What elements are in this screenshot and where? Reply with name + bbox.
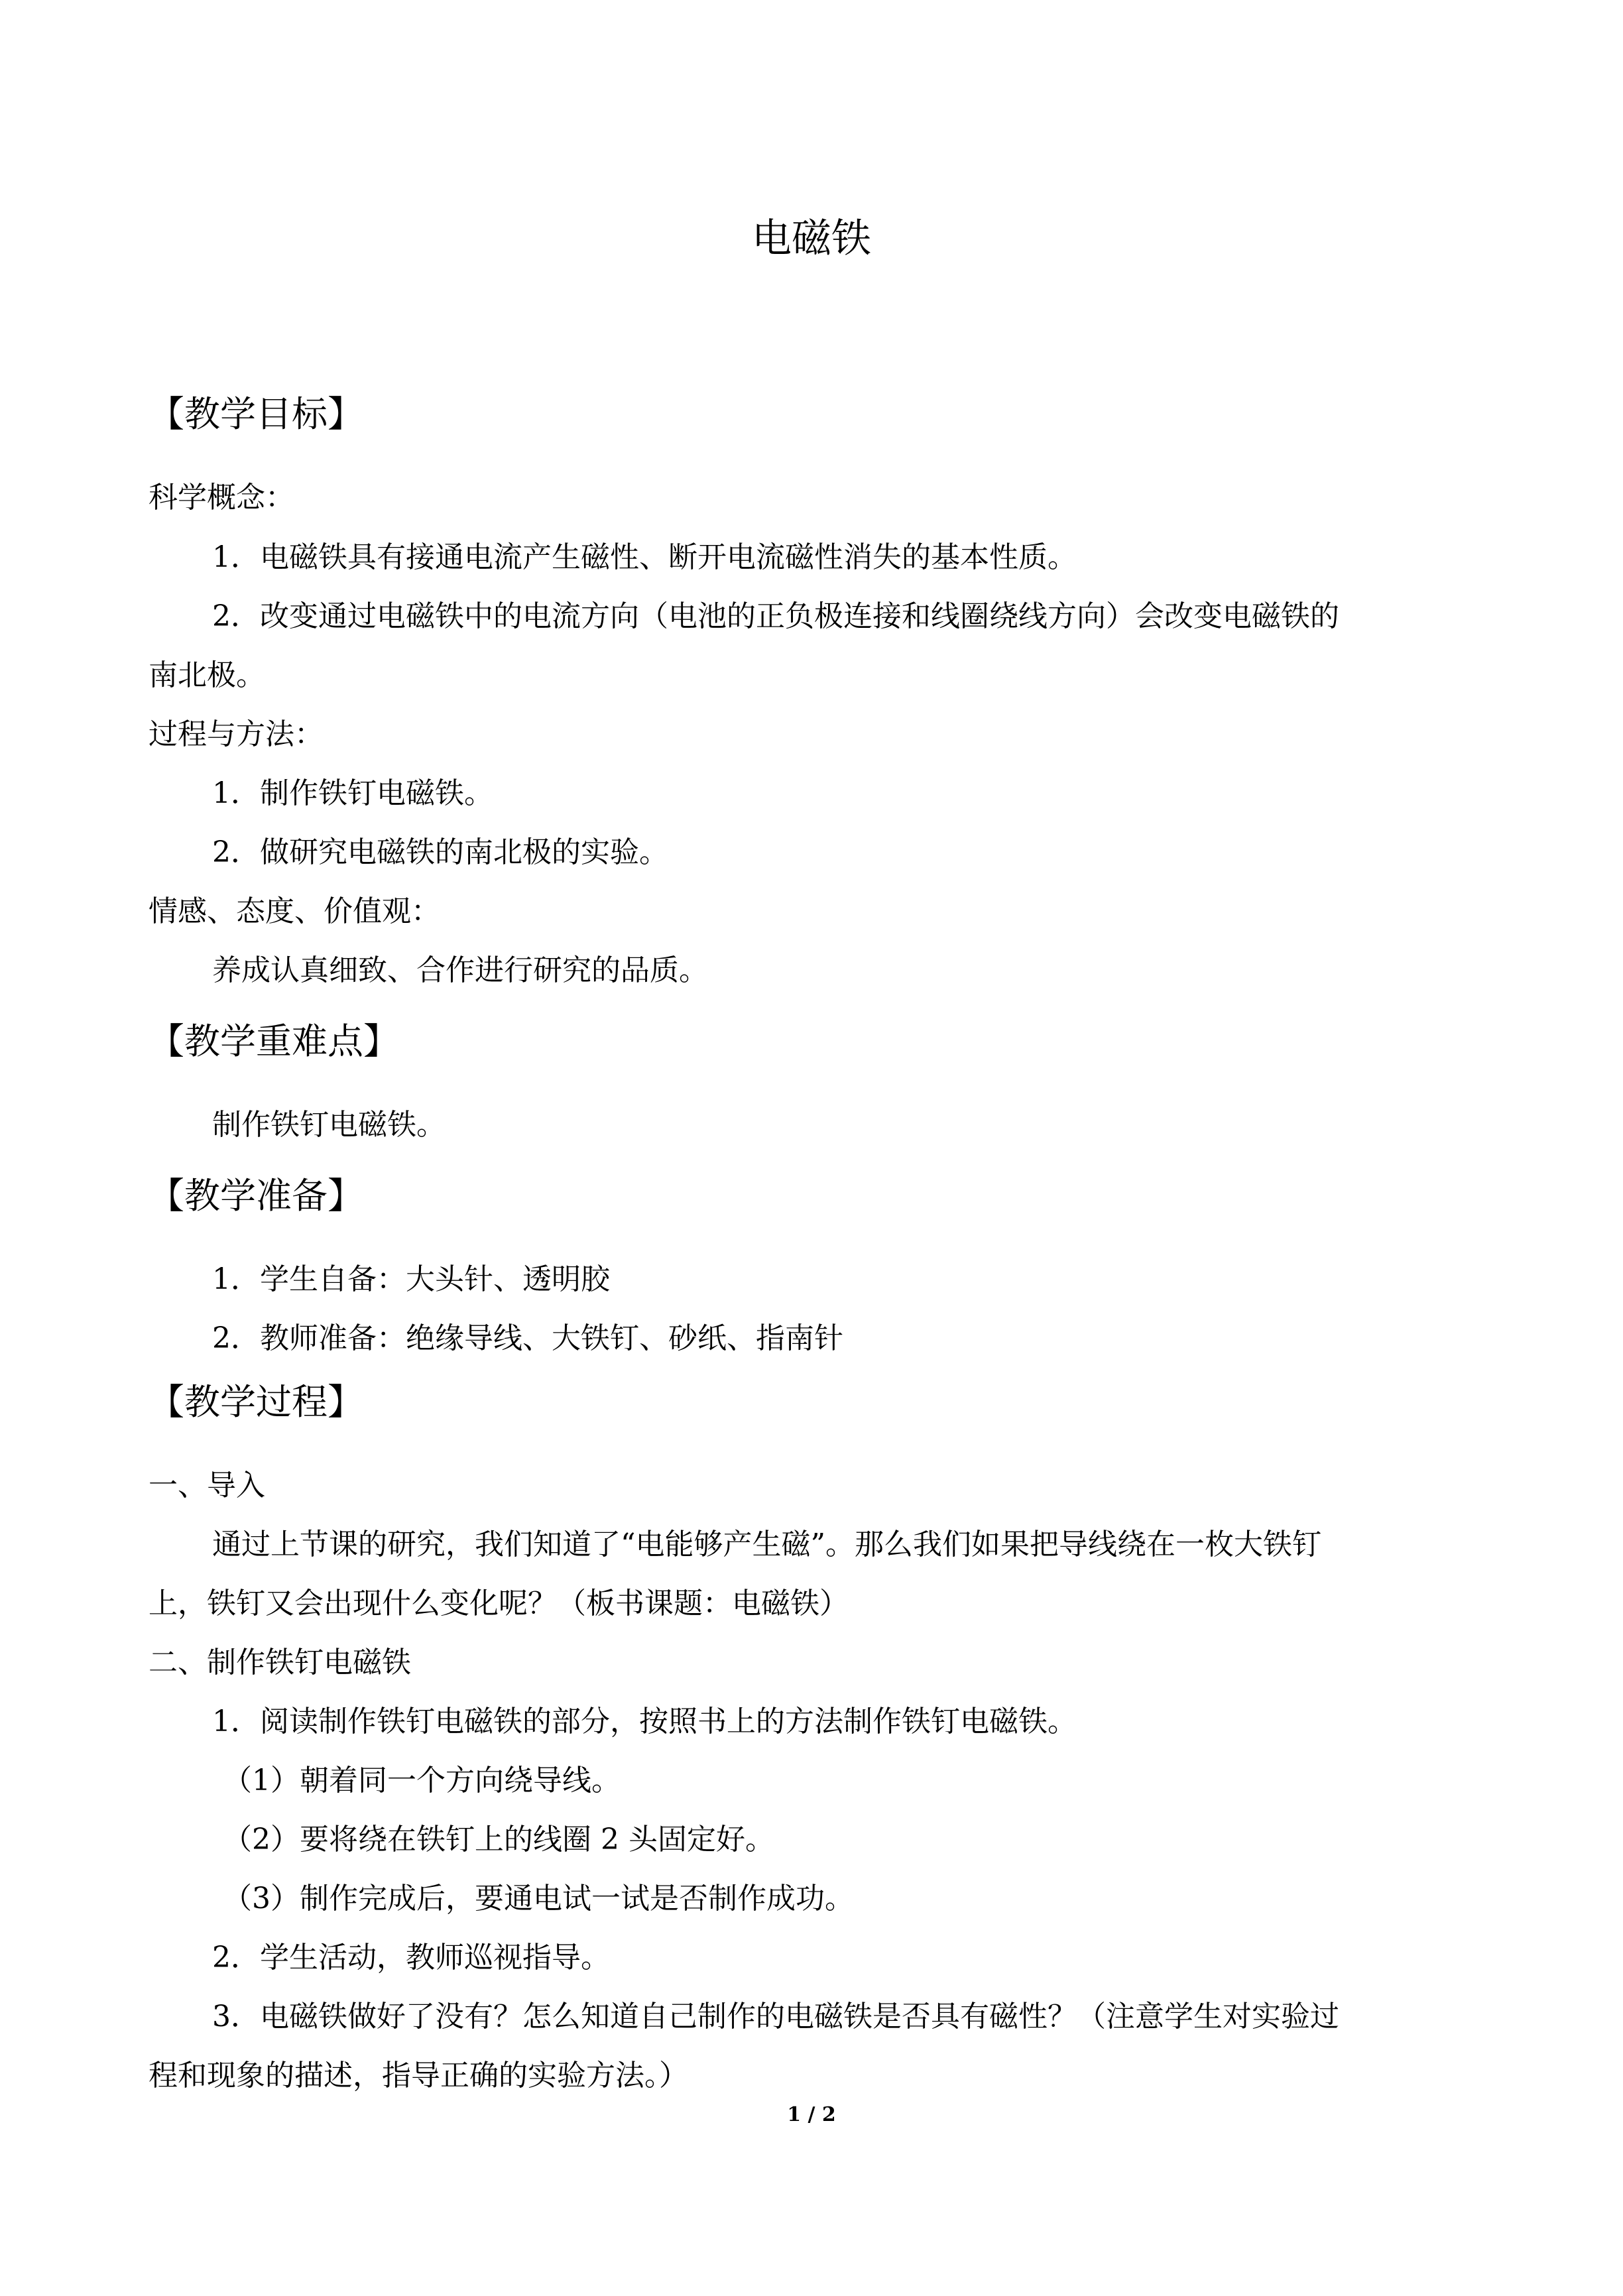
attitude-item-1: 养成认真细致、合作进行研究的品质。: [212, 953, 708, 987]
section-heading-preparation: 【教学准备】: [149, 1175, 363, 1217]
process-item-1: 1．制作铁钉电磁铁。: [212, 776, 493, 810]
procedure-part-2-step-3-line-2: 程和现象的描述，指导正确的实验方法。）: [149, 2059, 688, 2092]
section-heading-objectives: 【教学目标】: [149, 393, 363, 435]
preparation-item-1: 1．学生自备：大头针、透明胶: [212, 1262, 610, 1296]
process-item-2: 2．做研究电磁铁的南北极的实验。: [212, 835, 668, 869]
procedure-part-2-sub-1: （1）朝着同一个方向绕导线。: [223, 1764, 621, 1797]
procedure-part-2-label: 二、制作铁钉电磁铁: [149, 1646, 411, 1679]
procedure-part-2-sub-3: （3）制作完成后，要通电试一试是否制作成功。: [223, 1882, 854, 1915]
page-number: 1 / 2: [787, 2103, 836, 2126]
section-heading-procedure: 【教学过程】: [149, 1381, 363, 1423]
concept-item-1: 1．电磁铁具有接通电流产生磁性、断开电流磁性消失的基本性质。: [212, 540, 1077, 574]
procedure-part-1-line-1: 通过上节课的研究，我们知道了“电能够产生磁”。那么我们如果把导线绕在一枚大铁钉: [212, 1528, 1321, 1561]
attitude-label: 情感、态度、价值观：: [149, 894, 440, 928]
procedure-part-1-label: 一、导入: [149, 1469, 265, 1502]
procedure-part-2-step-1: 1．阅读制作铁钉电磁铁的部分，按照书上的方法制作铁钉电磁铁。: [212, 1705, 1077, 1738]
process-label: 过程与方法：: [149, 717, 324, 751]
preparation-item-2: 2．教师准备：绝缘导线、大铁钉、砂纸、指南针: [212, 1321, 843, 1355]
key-points-content: 制作铁钉电磁铁。: [212, 1108, 446, 1142]
section-heading-key-points: 【教学重难点】: [149, 1020, 399, 1062]
concept-label: 科学概念：: [149, 481, 294, 514]
procedure-part-2-step-3-line-1: 3．电磁铁做好了没有？怎么知道自己制作的电磁铁是否具有磁性？（注意学生对实验过: [212, 2000, 1339, 2033]
page-title: 电磁铁: [752, 215, 871, 262]
procedure-part-1-line-2: 上，铁钉又会出现什么变化呢？（板书课题：电磁铁）: [149, 1587, 849, 1620]
concept-item-2-line-2: 南北极。: [149, 658, 265, 692]
concept-item-2-line-1: 2．改变通过电磁铁中的电流方向（电池的正负极连接和线圈绕线方向）会改变电磁铁的: [212, 599, 1339, 633]
procedure-part-2-sub-2: （2）要将绕在铁钉上的线圈 2 头固定好。: [223, 1823, 774, 1856]
procedure-part-2-step-2: 2．学生活动，教师巡视指导。: [212, 1941, 610, 1974]
